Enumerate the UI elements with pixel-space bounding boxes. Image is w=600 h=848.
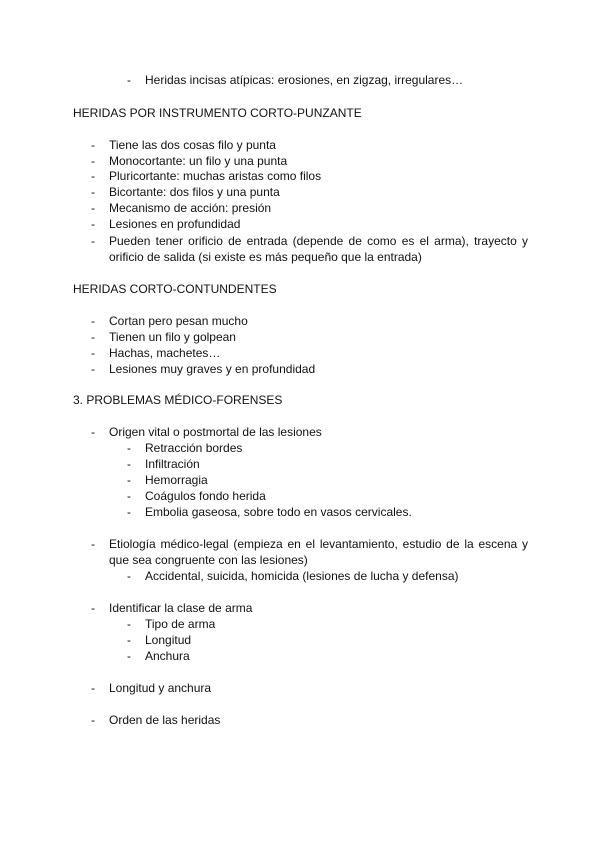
bullet-dash: - <box>91 330 95 344</box>
list-item-line: Etiología médico-legal (empieza en el levantamiento, estudio de la escena y <box>109 537 528 551</box>
bullet-dash: - <box>91 169 95 183</box>
bullet-dash: - <box>91 138 95 152</box>
bullet-dash: - <box>91 425 95 439</box>
list-item: Origen vital o postmortal de las lesiones <box>109 425 322 439</box>
bullet-dash: - <box>127 457 131 471</box>
list-item-line: Pueden tener orificio de entrada (depende de como es el arma), trayecto y <box>109 234 528 248</box>
intro-item: Heridas incisas atípicas: erosiones, en zigzag, irregulares… <box>145 73 464 87</box>
sub-list-item: Hemorragia <box>145 473 208 487</box>
list-item: Hachas, machetes… <box>109 346 221 360</box>
bullet-dash: - <box>91 201 95 215</box>
bullet-dash: - <box>91 362 95 376</box>
sub-list-item: Coágulos fondo herida <box>145 489 266 503</box>
bullet-dash: - <box>91 537 95 551</box>
section-heading-problemas: 3. PROBLEMAS MÉDICO-FORENSES <box>73 393 283 407</box>
list-item: Monocortante: un filo y una punta <box>109 154 288 168</box>
sub-list-item: Accidental, suicida, homicida (lesiones de lucha y defensa) <box>145 569 459 583</box>
sub-list-item: Retracción bordes <box>145 441 243 455</box>
list-item: Tiene las dos cosas filo y punta <box>109 138 276 152</box>
bullet-dash: - <box>127 633 131 647</box>
bullet-dash: - <box>127 505 131 519</box>
list-item: Mecanismo de acción: presión <box>109 201 272 215</box>
bullet-dash: - <box>127 473 131 487</box>
list-item-line: que sea congruente con las lesiones) <box>109 553 308 567</box>
bullet-dash: - <box>127 649 131 663</box>
sub-list-item: Infiltración <box>145 457 200 471</box>
bullet-dash: - <box>91 346 95 360</box>
bullet-dash: - <box>91 185 95 199</box>
bullet-dash: - <box>91 234 95 248</box>
sub-list-item: Anchura <box>145 649 190 663</box>
list-item: Orden de las heridas <box>109 713 221 727</box>
list-item: Bicortante: dos filos y una punta <box>109 185 280 199</box>
bullet-dash: - <box>91 154 95 168</box>
bullet-dash: - <box>127 569 131 583</box>
bullet-dash: - <box>91 217 95 231</box>
bullet-dash: - <box>127 489 131 503</box>
section-heading-corto-contundentes: HERIDAS CORTO-CONTUNDENTES <box>73 282 277 296</box>
bullet-dash: - <box>127 441 131 455</box>
bullet-dash: - <box>127 617 131 631</box>
list-item: Lesiones muy graves y en profundidad <box>109 362 316 376</box>
sub-list-item: Longitud <box>145 633 192 647</box>
sub-list-item: Tipo de arma <box>145 617 216 631</box>
list-item-line: orificio de salida (si existe es más pequeño que la entrada) <box>109 250 422 264</box>
list-item: Longitud y anchura <box>109 681 212 695</box>
section-heading-corto-punzante: HERIDAS POR INSTRUMENTO CORTO-PUNZANTE <box>73 106 362 120</box>
bullet-dash: - <box>91 314 95 328</box>
list-item: Pluricortante: muchas aristas como filos <box>109 169 322 183</box>
list-item: Tienen un filo y golpean <box>109 330 236 344</box>
bullet-dash: - <box>91 601 95 615</box>
bullet-dash: - <box>91 713 95 727</box>
list-item: Lesiones en profundidad <box>109 217 241 231</box>
bullet-dash: - <box>127 73 131 87</box>
bullet-dash: - <box>91 681 95 695</box>
list-item: Cortan pero pesan mucho <box>109 314 248 328</box>
sub-list-item: Embolia gaseosa, sobre todo en vasos cervicales. <box>145 505 412 519</box>
list-item: Identificar la clase de arma <box>109 601 253 615</box>
